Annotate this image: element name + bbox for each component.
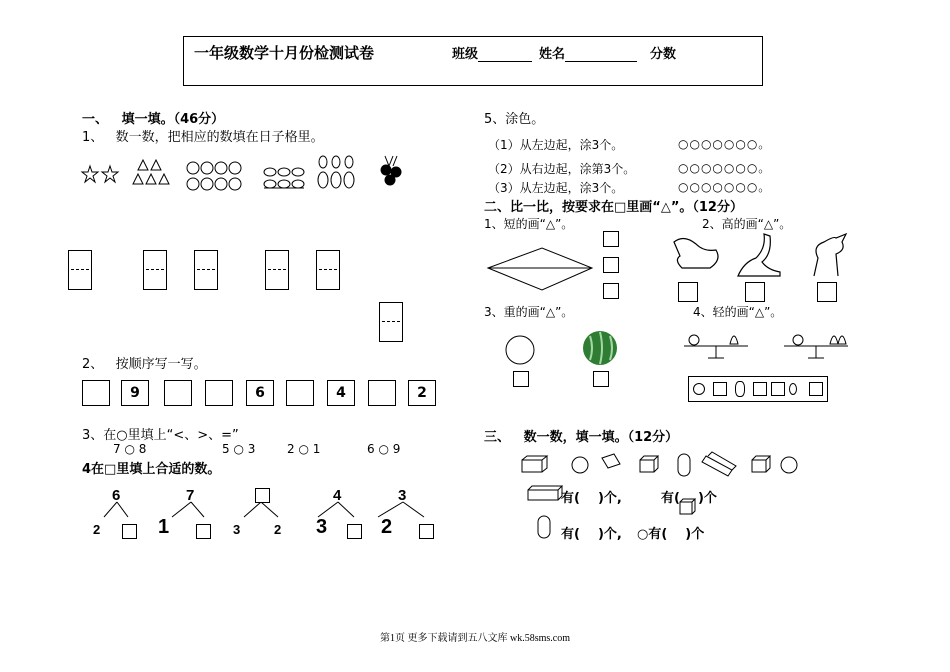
short-box-3[interactable] xyxy=(603,283,619,299)
name-label: 姓名 xyxy=(539,47,566,62)
split-left-3: 3 xyxy=(233,522,241,537)
seq-box-9[interactable]: 2 xyxy=(408,380,436,406)
split-top-1: 6 xyxy=(112,487,121,504)
short-box-1[interactable] xyxy=(603,231,619,247)
q4-text: 4在□里填上合适的数。 xyxy=(82,462,221,477)
light-box-4[interactable] xyxy=(809,382,823,396)
apple-icon xyxy=(693,383,705,395)
ge-label-3: )个, xyxy=(597,527,622,542)
tall-box-2[interactable] xyxy=(745,282,765,302)
light-box-2[interactable] xyxy=(753,382,767,396)
pear-icon xyxy=(735,381,745,397)
seq-box-7[interactable]: 4 xyxy=(327,380,355,406)
s2-q4-text: 4、轻的画“△”。 xyxy=(693,305,783,319)
section2-heading: 二、比一比，按要求在□里画“△”。（12分） xyxy=(484,200,743,215)
q2-text: 2、 按顺序写一写。 xyxy=(82,357,207,372)
balance-scales-picture xyxy=(680,330,860,360)
s2-q3-text: 3、重的画“△”。 xyxy=(484,305,574,319)
color-row-3-text: （3）从左边起，涂3个。 xyxy=(488,181,624,195)
strawberry-icon xyxy=(789,383,797,395)
split-left-5: 2 xyxy=(381,516,393,538)
count-cuboid[interactable] xyxy=(561,487,622,506)
split-left-1: 2 xyxy=(93,522,101,537)
q1-text: 1、 数一数，把相应的数填在日子格里。 xyxy=(82,130,324,145)
light-box-1[interactable] xyxy=(713,382,727,396)
compare-1[interactable]: 7 ○ 8 xyxy=(113,442,147,456)
s2-q1-text: 1、短的画“△”。 xyxy=(484,217,574,231)
tall-box-3[interactable] xyxy=(817,282,837,302)
split-right-3: 2 xyxy=(274,522,282,537)
split-right-4-box[interactable] xyxy=(347,524,362,539)
split-right-1-box[interactable] xyxy=(122,524,137,539)
tall-box-1[interactable] xyxy=(678,282,698,302)
short-box-2[interactable] xyxy=(603,257,619,273)
ge-label-1: )个, xyxy=(597,491,622,506)
q3-text: 3、在○里填上“<、>、=” xyxy=(82,428,239,443)
peach-icon xyxy=(506,336,534,364)
animals-picture xyxy=(668,232,854,280)
color-row-2-text: （2）从右边起，涂第3个。 xyxy=(488,162,636,176)
compare-3[interactable]: 2 ○ 1 xyxy=(287,442,321,456)
heavy-box-2[interactable] xyxy=(593,371,609,387)
you-label-1: 有( xyxy=(561,491,580,506)
kite-shape-picture xyxy=(486,246,596,292)
watermelon-icon xyxy=(583,331,617,365)
light-box-3[interactable] xyxy=(771,382,785,396)
split-top-5: 3 xyxy=(398,487,407,504)
count-cylinder[interactable] xyxy=(561,523,622,542)
you-label-3: 有( xyxy=(561,527,580,542)
you-label-4: ○有( xyxy=(637,527,668,542)
section5-heading: 5、涂色。 xyxy=(484,112,545,127)
split-left-4: 3 xyxy=(316,516,328,538)
count-cube[interactable] xyxy=(661,487,717,506)
color-row-3-circles[interactable]: ○○○○○○○。 xyxy=(678,180,772,194)
split-left-2: 1 xyxy=(158,516,170,538)
color-row-1-text: （1）从左边起，涂3个。 xyxy=(488,138,624,152)
seq-box-2[interactable]: 9 xyxy=(121,380,149,406)
split-right-2-box[interactable] xyxy=(196,524,211,539)
color-row-1-circles[interactable]: ○○○○○○○。 xyxy=(678,137,772,151)
count-sphere[interactable] xyxy=(637,523,704,542)
you-label-2: 有( xyxy=(661,491,680,506)
ge-label-2: )个 xyxy=(697,491,717,506)
split-right-5-box[interactable] xyxy=(419,524,434,539)
section1-heading: 一、 填一填。（46分） xyxy=(82,112,225,127)
score-label: 分数 xyxy=(650,47,677,62)
ge-label-4: )个 xyxy=(685,527,705,542)
compare-4[interactable]: 6 ○ 9 xyxy=(367,442,401,456)
class-label: 班级 xyxy=(452,47,479,62)
seq-box-5[interactable]: 6 xyxy=(246,380,274,406)
split-top-2: 7 xyxy=(186,487,195,504)
section3-heading: 三、 数一数，填一填。（12分） xyxy=(484,430,679,445)
heavy-pictures xyxy=(500,330,620,370)
split-top-3-box[interactable] xyxy=(255,488,270,503)
heavy-box-1[interactable] xyxy=(513,371,529,387)
light-options-strip xyxy=(688,376,828,402)
s2-q2-text: 2、高的画“△”。 xyxy=(702,217,792,231)
compare-2[interactable]: 5 ○ 3 xyxy=(222,442,256,456)
split-top-4: 4 xyxy=(333,487,342,504)
color-row-2-circles[interactable]: ○○○○○○○。 xyxy=(678,161,772,175)
page-footer: 第1页 更多下载请到五八文库 wk.58sms.com xyxy=(380,633,570,644)
page-title: 一年级数学十月份检测试卷 xyxy=(194,44,375,62)
